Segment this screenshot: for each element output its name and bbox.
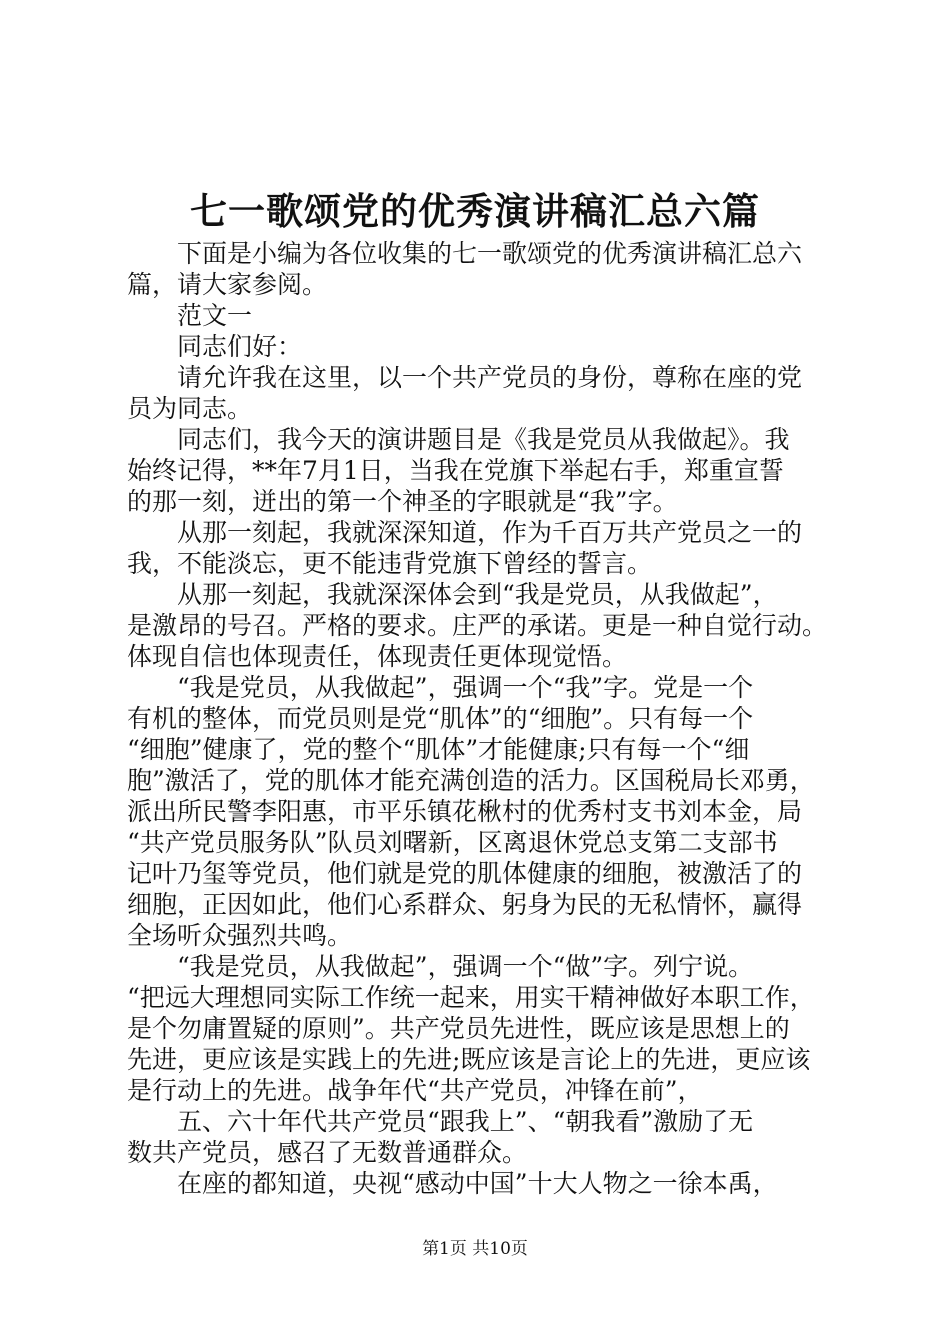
body-line: 始终记得，**年7月1日，当我在党旗下举起右手，郑重宣誓 (127, 456, 784, 485)
body-line: 是激昂的号召。严格的要求。庄严的承诺。更是一种自觉行动。 (127, 611, 828, 640)
body-line: 胞”激活了，党的肌体才能充满创造的活力。区国税局长邓勇， (127, 766, 815, 795)
body-line: 五、六十年代共产党员“跟我上”、“朝我看”激励了无 (127, 1107, 754, 1136)
body-line: 从那一刻起，我就深深知道，作为千百万共产党员之一的 (127, 518, 803, 547)
document-body (127, 238, 837, 1199)
body-line: 从那一刻起，我就深深体会到“我是党员，从我做起”， (127, 580, 778, 609)
body-line: 的那一刻，迸出的第一个神圣的字眼就是“我”字。 (127, 487, 678, 516)
body-line: “细胞”健康了，党的整个“肌体”才能健康;只有每一个“细 (127, 735, 750, 764)
body-line: 记叶乃玺等党员，他们就是党的肌体健康的细胞，被激活了的 (127, 859, 803, 888)
body-line: “把远大理想同实际工作统一起来，用实干精神做好本职工作， (127, 983, 815, 1012)
body-line: 篇，请大家参阅。 (127, 270, 328, 299)
body-line: 先进，更应该是实践上的先进;既应该是言论上的先进，更应该 (127, 1045, 811, 1074)
body-line: 同志们好： (127, 332, 303, 361)
body-line: 下面是小编为各位收集的七一歌颂党的优秀演讲稿汇总六 (127, 239, 803, 268)
body-line: 是行动上的先进。战争年代“共产党员，冲锋在前”， (127, 1076, 703, 1105)
body-line: 全场听众强烈共鸣。 (127, 921, 353, 950)
body-line: 范文一 (127, 301, 253, 330)
body-line: 有机的整体，而党员则是党“肌体”的“细胞”。只有每一个 (127, 704, 754, 733)
body-line: 是个勿庸置疑的原则”。共产党员先进性，既应该是思想上的 (127, 1014, 790, 1043)
body-line: 请允许我在这里，以一个共产党员的身份，尊称在座的党 (127, 363, 803, 392)
body-line: “我是党员，从我做起”，强调一个“做”字。列宁说。 (127, 952, 754, 981)
body-line: 我，不能淡忘，更不能违背党旗下曾经的誓言。 (127, 549, 653, 578)
body-line: 员为同志。 (127, 394, 253, 423)
body-line: 同志们，我今天的演讲题目是《我是党员从我做起》。我 (127, 425, 790, 454)
body-line: “我是党员，从我做起”，强调一个“我”字。党是一个 (127, 673, 754, 702)
document-title: 七一歌颂党的优秀演讲稿汇总六篇 (190, 189, 760, 233)
body-line: 派出所民警李阳惠，市平乐镇花楸村的优秀村支书刘本金，局 (127, 797, 803, 826)
body-line: “共产党员服务队”队员刘曙新，区离退休党总支第二支部书 (127, 828, 778, 857)
body-line: 体现自信也体现责任，体现责任更体现觉悟。 (127, 642, 628, 671)
body-line: 数共产党员，感召了无数普通群众。 (127, 1138, 528, 1167)
body-line: 在座的都知道，央视“感动中国”十大人物之一徐本禹， (127, 1169, 778, 1198)
body-line: 细胞，正因如此，他们心系群众、躬身为民的无私情怀，赢得 (127, 890, 803, 919)
page-number-footer: 第1页 共10页 (422, 1239, 528, 1259)
